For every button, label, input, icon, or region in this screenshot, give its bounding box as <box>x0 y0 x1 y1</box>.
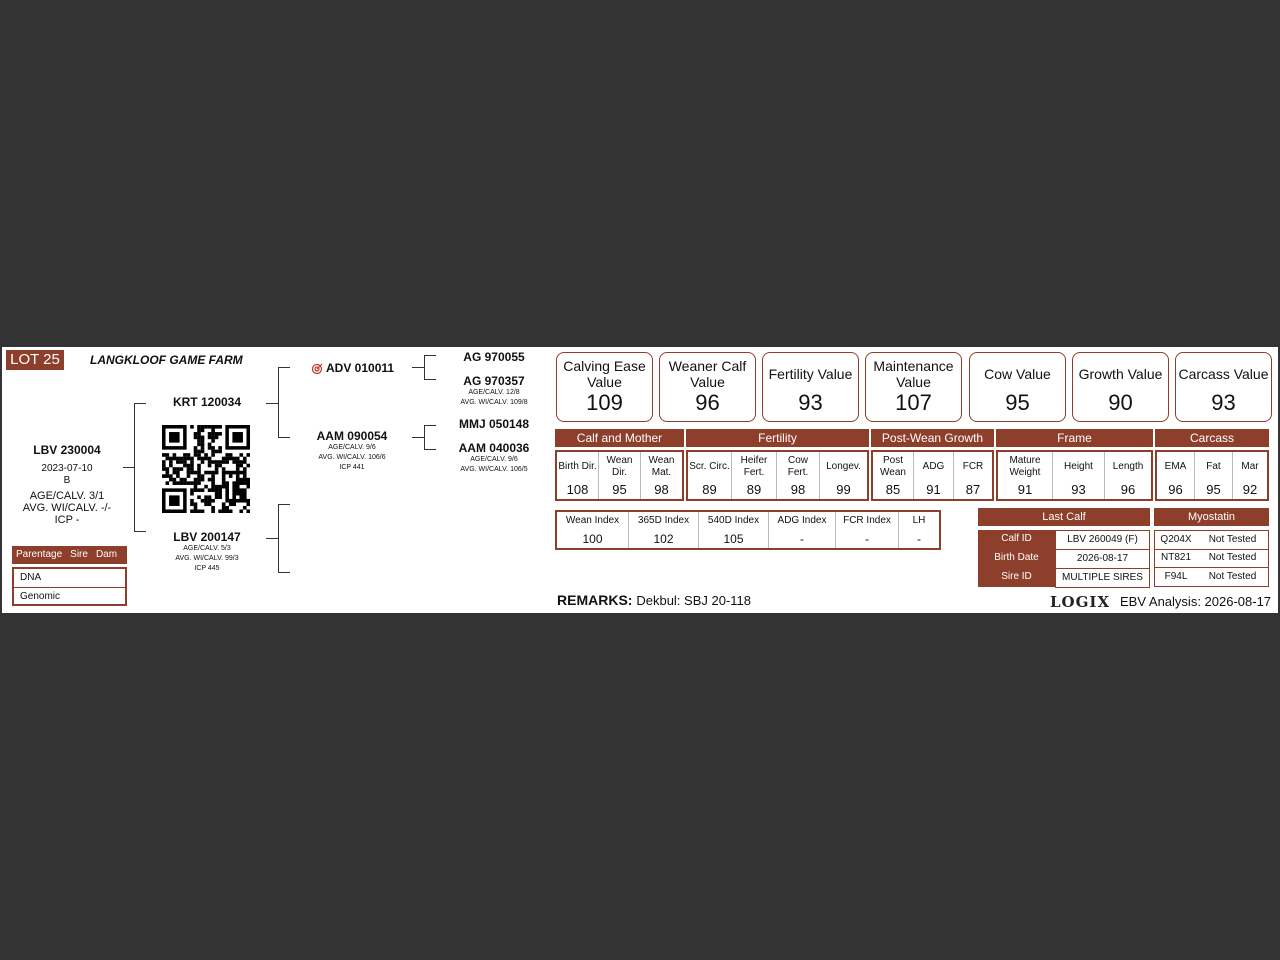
parentage-header <box>12 546 127 564</box>
granddam <box>302 429 402 473</box>
connector-line <box>424 425 436 426</box>
connector-line <box>424 355 425 379</box>
ebv-label: Cow Fert. <box>787 454 809 478</box>
ebv-table-carcass <box>1155 450 1269 501</box>
great-granddam-2-age: AGE/CALV. 9/6 <box>470 456 518 463</box>
ebv-cell <box>641 452 682 499</box>
ebv-table-post-wean <box>871 450 994 501</box>
connector-line <box>278 572 290 573</box>
great-grandsire-2: MMJ 050148 <box>458 417 530 431</box>
ebv-label: Heifer Fert. <box>740 454 768 478</box>
ebv-label: Length <box>1112 460 1144 472</box>
value-number: 96 <box>695 390 720 415</box>
connector-line <box>424 425 425 449</box>
value-label: Cow Value <box>984 366 1051 382</box>
connector-line <box>278 367 290 368</box>
myostatin-key: F94L <box>1164 571 1188 582</box>
ebv-value: 92 <box>1242 482 1258 497</box>
ebv-label: Birth Dir. <box>558 460 597 472</box>
ebv-table-calf-mother <box>555 450 684 501</box>
ebv-value: 95 <box>612 482 627 497</box>
dam-avg: AVG. WI/CALV. 99/3 <box>175 555 239 562</box>
parentage-row-dna: DNA <box>14 569 125 588</box>
remarks-text: Dekbul: SBJ 20-118 <box>636 593 752 608</box>
ebv-value: 89 <box>746 482 762 497</box>
great-granddam-1-avg: AVG. WI/CALV. 109/8 <box>460 399 528 406</box>
granddam-icp: ICP 441 <box>339 464 365 471</box>
last-calf-value: 2026-08-17 <box>1055 549 1150 569</box>
great-granddam-2 <box>444 441 544 475</box>
logix-logo: LOGIX <box>1050 593 1111 611</box>
parentage-col: Dam <box>95 549 118 560</box>
qr-code[interactable] <box>162 425 250 513</box>
ebv-label: ADG <box>922 460 945 472</box>
last-calf-row <box>978 549 1150 569</box>
ebv-cell <box>820 452 867 499</box>
ebv-cell <box>873 452 914 499</box>
granddam-avg: AVG. WI/CALV. 106/6 <box>318 454 386 461</box>
index-cell <box>899 512 939 548</box>
value-label: Weaner Calf Value <box>668 358 747 390</box>
last-calf-row <box>978 568 1150 588</box>
ebv-cell <box>914 452 954 499</box>
index-cell <box>769 512 836 548</box>
connector-line <box>424 379 436 380</box>
last-calf-key: Birth Date <box>978 549 1055 569</box>
value-box-growth <box>1072 352 1169 422</box>
connector-line <box>134 531 146 532</box>
remarks <box>557 592 751 608</box>
connector-line <box>278 367 279 437</box>
dam-info <box>152 530 262 574</box>
great-granddam-1 <box>444 374 544 408</box>
value-number: 107 <box>895 390 932 415</box>
index-label: LH <box>912 515 926 526</box>
connector-line <box>412 437 424 438</box>
ebv-label: Wean Dir. <box>606 454 633 478</box>
ebv-value: 96 <box>1168 482 1183 497</box>
last-calf-key: Calf ID <box>978 530 1055 550</box>
ebv-cell <box>998 452 1053 499</box>
ebv-value: 89 <box>702 482 717 497</box>
myostatin-row <box>1154 530 1269 550</box>
farm-name: LANGKLOOF GAME FARM <box>90 353 243 367</box>
ebv-label: Mar <box>1241 460 1259 472</box>
index-value: 105 <box>723 532 744 546</box>
ebv-cell <box>557 452 599 499</box>
ebv-value: 91 <box>926 482 941 497</box>
value-number: 93 <box>798 390 823 415</box>
animal-id: LBV 230004 <box>33 443 101 457</box>
parentage-row-genomic: Genomic <box>20 591 61 602</box>
value-box-carcass <box>1175 352 1272 422</box>
dam-icp: ICP 445 <box>194 565 220 572</box>
index-cell <box>699 512 769 548</box>
ebv-cell <box>599 452 641 499</box>
dam-id: LBV 200147 <box>173 530 241 544</box>
ebv-value: 96 <box>1120 482 1136 497</box>
great-grandsire-1: AG 970055 <box>463 350 525 364</box>
group-header-calf-mother: Calf and Mother <box>555 429 684 447</box>
dam-age: AGE/CALV. 5/3 <box>183 545 231 552</box>
ebv-cell <box>688 452 732 499</box>
ebv-value: 95 <box>1206 482 1221 497</box>
index-value: 100 <box>582 532 603 546</box>
connector-line <box>424 449 436 450</box>
ebv-label: Wean Mat. <box>648 454 675 478</box>
connector-line <box>134 403 146 404</box>
ebv-cell <box>1053 452 1105 499</box>
ebv-label: Scr. Circ. <box>689 460 730 472</box>
value-number: 93 <box>1211 390 1236 415</box>
animal-info <box>12 443 122 526</box>
value-number: 109 <box>586 390 623 415</box>
last-calf-row <box>978 530 1150 550</box>
group-header-fertility: Fertility <box>686 429 869 447</box>
value-label: Calving Ease Value <box>563 358 646 390</box>
index-value: - <box>865 532 869 546</box>
animal-code: B <box>63 475 71 486</box>
myostatin-value: Not Tested <box>1208 534 1257 545</box>
ebv-label: Fat <box>1206 460 1221 472</box>
ebv-cell <box>1233 452 1267 499</box>
parentage-col: Parentage <box>16 549 63 560</box>
last-calf-value: LBV 260049 (F) <box>1055 530 1150 550</box>
group-header-frame: Frame <box>996 429 1153 447</box>
index-label: FCR Index <box>843 515 891 526</box>
parentage-table <box>12 567 127 606</box>
index-label: 540D Index <box>707 515 760 526</box>
myostatin-header: Myostatin <box>1154 508 1269 526</box>
remarks-label: REMARKS: <box>557 592 633 608</box>
connector-line <box>134 403 135 531</box>
ebv-label: Height <box>1064 460 1093 472</box>
ebv-analysis-date: EBV Analysis: 2026-08-17 <box>1120 594 1272 609</box>
ebv-value: 108 <box>566 482 589 497</box>
value-box-calving-ease <box>556 352 653 422</box>
value-label: Carcass Value <box>1178 366 1269 382</box>
parentage-col: Sire <box>70 549 88 560</box>
index-cell <box>629 512 699 548</box>
connector-line <box>266 538 278 539</box>
myostatin-row <box>1154 568 1269 587</box>
ebv-cell <box>732 452 777 499</box>
value-label: Growth Value <box>1078 366 1163 382</box>
lot-card <box>2 347 1278 613</box>
index-cell <box>836 512 899 548</box>
value-box-cow <box>969 352 1066 422</box>
ebv-value: 98 <box>790 482 806 497</box>
ebv-label: Longev. <box>826 460 861 472</box>
myostatin-key: Q204X <box>1160 534 1192 545</box>
index-label: Wean Index <box>565 515 620 526</box>
animal-avg-wi: AVG. WI/CALV. -/- <box>22 502 112 514</box>
lot-badge: LOT 25 <box>6 350 64 370</box>
value-number: 90 <box>1108 390 1133 415</box>
ebv-value: 85 <box>885 482 901 497</box>
value-label: Maintenance Value <box>873 358 954 390</box>
myostatin-key: NT821 <box>1160 552 1191 563</box>
ebv-cell <box>1105 452 1151 499</box>
last-calf-value: MULTIPLE SIRES <box>1055 568 1150 588</box>
connector-line <box>424 355 436 356</box>
last-calf-key: Sire ID <box>978 568 1055 588</box>
ebv-cell <box>1157 452 1195 499</box>
granddam-id: AAM 090054 <box>316 429 388 443</box>
value-box-weaner-calf <box>659 352 756 422</box>
ebv-value: 91 <box>1017 482 1033 497</box>
grandsire-id: ADV 010011 <box>326 361 395 375</box>
grandsire <box>312 361 394 375</box>
value-label: Fertility Value <box>768 366 853 382</box>
great-granddam-2-avg: AVG. WI/CALV. 106/5 <box>460 466 528 473</box>
ebv-label: Mature Weight <box>1009 454 1041 478</box>
value-box-maintenance <box>865 352 962 422</box>
ebv-cell <box>777 452 820 499</box>
ebv-value: 99 <box>836 482 851 497</box>
great-granddam-1-id: AG 970357 <box>463 374 525 388</box>
connector-line <box>278 504 279 572</box>
group-header-post-wean: Post-Wean Growth <box>871 429 994 447</box>
connector-line <box>266 403 278 404</box>
ebv-table-fertility <box>686 450 869 501</box>
myostatin-value: Not Tested <box>1208 552 1257 563</box>
index-value: - <box>800 532 804 546</box>
great-granddam-1-age: AGE/CALV. 12/8 <box>468 389 520 396</box>
animal-icp: ICP - <box>54 514 80 526</box>
index-cell <box>557 512 629 548</box>
value-number: 95 <box>1005 390 1030 415</box>
index-label: 365D Index <box>637 515 690 526</box>
ebv-label: FCR <box>962 460 984 472</box>
last-calf-header: Last Calf <box>978 508 1150 526</box>
ebv-cell <box>1195 452 1233 499</box>
ebv-cell <box>954 452 992 499</box>
ebv-label: Post Wean <box>880 454 906 478</box>
myostatin-row <box>1154 549 1269 568</box>
great-granddam-2-id: AAM 040036 <box>458 441 530 455</box>
animal-birth-date: 2023-07-10 <box>41 463 93 474</box>
index-label: ADG Index <box>777 515 827 526</box>
connector-line <box>278 437 290 438</box>
ebv-value: 93 <box>1071 482 1086 497</box>
myostatin-value: Not Tested <box>1208 571 1257 582</box>
ebv-value: 98 <box>654 482 669 497</box>
granddam-age: AGE/CALV. 9/6 <box>328 444 376 451</box>
index-value: - <box>917 532 921 546</box>
index-table <box>555 510 941 550</box>
sire-id: KRT 120034 <box>172 395 242 409</box>
connector-line <box>412 367 424 368</box>
target-icon <box>312 363 323 374</box>
value-box-fertility <box>762 352 859 422</box>
index-value: 102 <box>653 532 674 546</box>
ebv-label: EMA <box>1164 460 1187 472</box>
connector-line <box>278 504 290 505</box>
group-header-carcass: Carcass <box>1155 429 1269 447</box>
ebv-value: 87 <box>965 482 981 497</box>
animal-age-calv: AGE/CALV. 3/1 <box>29 490 105 502</box>
ebv-table-frame <box>996 450 1153 501</box>
